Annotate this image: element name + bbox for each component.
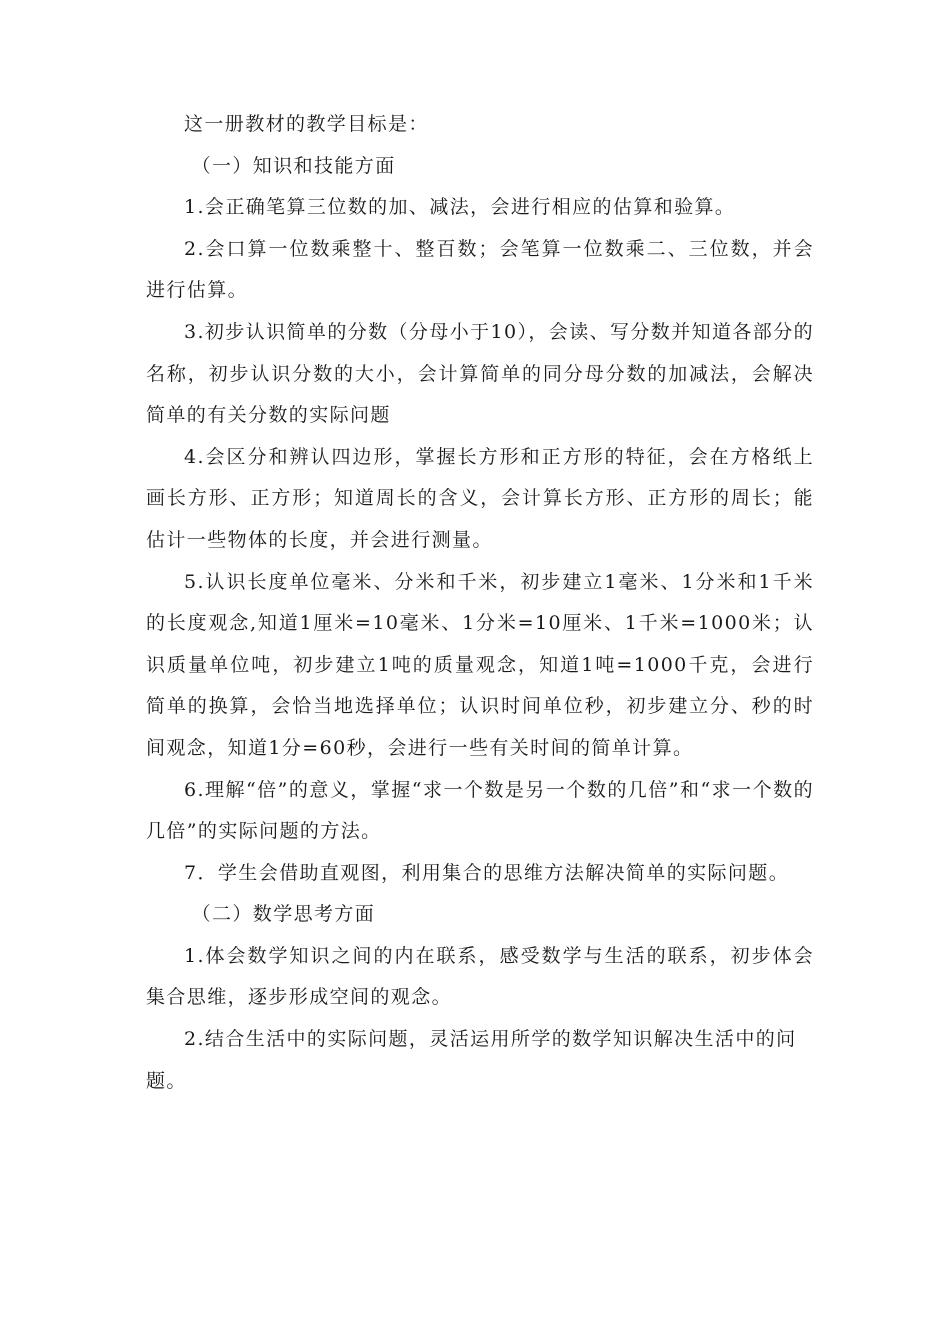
objective-item: 7．学生会借助直观图，利用集合的思维方法解决简单的实际问题。 xyxy=(184,861,790,884)
objective-item: 1.体会数学知识之间的内在联系，感受数学与生活的联系，初步体会集合思维，逐步形成空间的观念。 xyxy=(146,944,814,1009)
intro-line: 这一册教材的教学目标是： xyxy=(184,113,429,135)
objective-item: 1.会正确笔算三位数的加、减法，会进行相应的估算和验算。 xyxy=(184,196,736,219)
section-heading-math-thinking: （二）数学思考方面 xyxy=(191,903,376,926)
objective-item: 5.认识长度单位毫米、分米和千米，初步建立1毫米、1分米和1千米的长度观念,知道1厘米=10毫米、1分米=10厘米、1千米=1000米；认识质量单位吨，初步建立1吨的质量观念，知道1吨=1000千克，会进行简单的换算，会恰当地选择单位；认识时间单位秒，初步建立分、秒的时间观念，知道1分=60秒，会进行一些有关时间的简单计算。 xyxy=(146,570,814,759)
objective-item: 2.会口算一位数乘整十、整百数；会笔算一位数乘二、三位数，并会进行估算。 xyxy=(146,237,814,302)
objective-item: 2.结合生活中的实际问题，灵活运用所学的数学知识解决生活中的问题。 xyxy=(146,1028,797,1092)
objective-item: 4.会区分和辨认四边形，掌握长方形和正方形的特征，会在方格纸上画长方形、正方形；知道周长的含义，会计算长方形、正方形的周长；能估计一些物体的长度，并会进行测量。 xyxy=(146,445,814,551)
section-heading-knowledge-skills: （一）知识和技能方面 xyxy=(191,154,396,177)
document-page xyxy=(146,104,814,1102)
objective-item: 3.初步认识简单的分数（分母小于10），会读、写分数并知道各部分的名称，初步认识分数的大小，会计算简单的同分母分数的加减法，会解决简单的有关分数的实际问题 xyxy=(146,320,815,427)
objective-item: 6.理解“倍”的意义，掌握“求一个数是另一个数的几倍”和“求一个数的几倍”的实际问题的方法。 xyxy=(146,778,814,843)
